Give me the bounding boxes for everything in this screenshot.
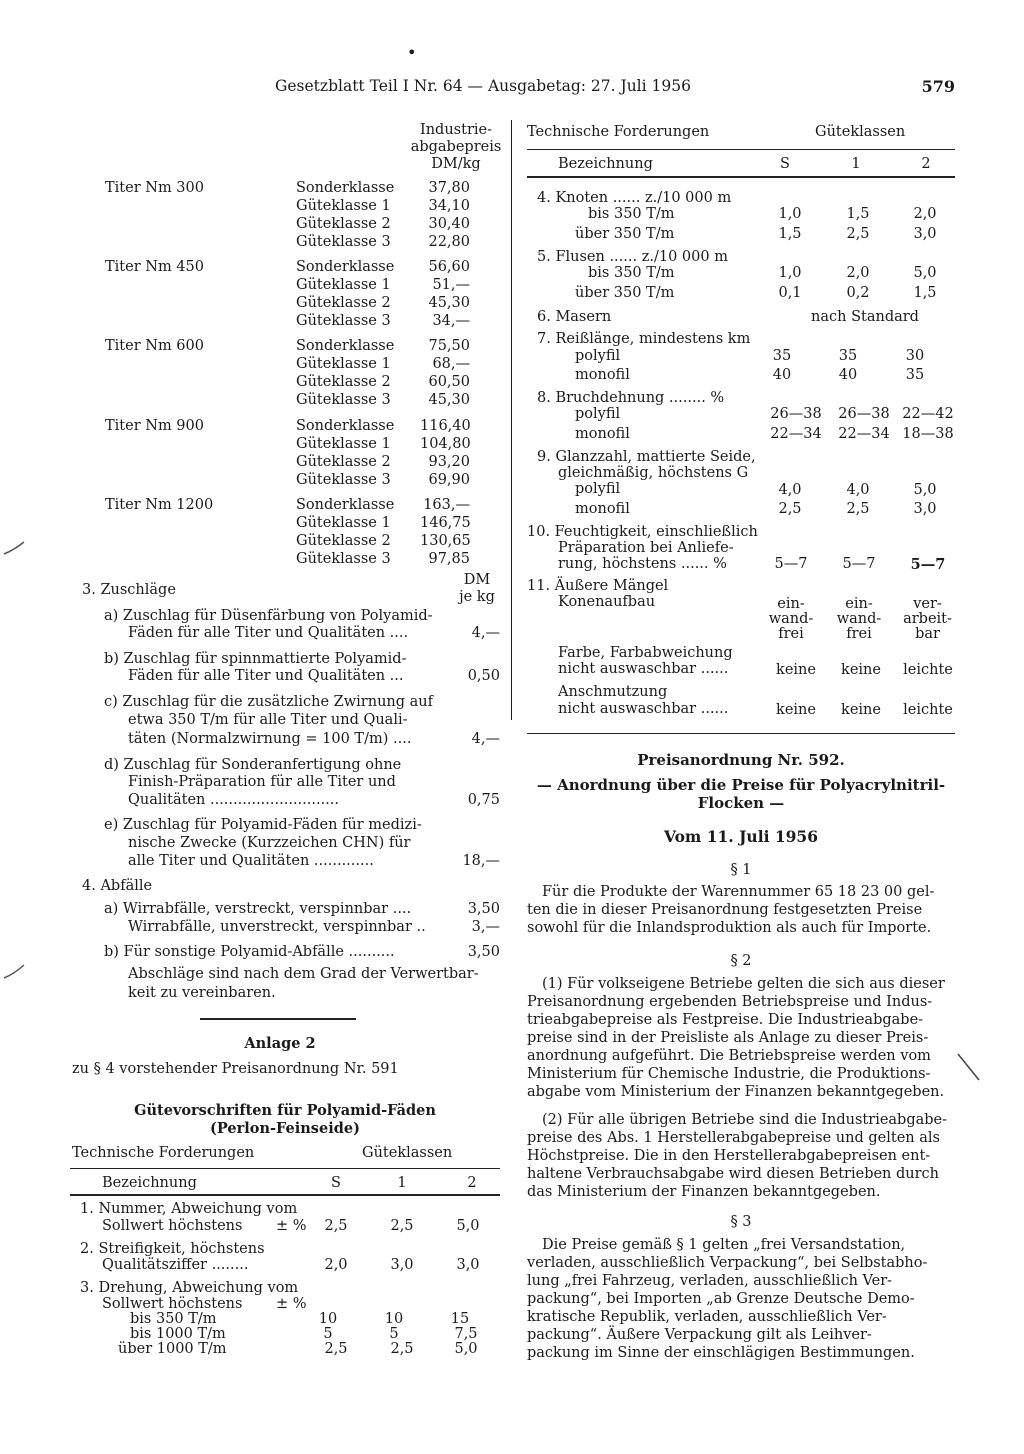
klasse-label: Güteklasse 3	[296, 472, 391, 488]
table-header-gueteklassen: Güteklassen	[815, 124, 906, 140]
table-row-label: 4. Knoten ...... z./10 000 m	[537, 190, 732, 206]
table-cell: 10	[318, 1311, 338, 1327]
table-cell: 26—38	[838, 406, 890, 422]
table-row-label: bis 1000 T/m	[130, 1326, 226, 1342]
table-cell: 5,0	[456, 1218, 480, 1234]
price-column-header	[408, 122, 504, 173]
anlage-heading: (Perlon-Feinseide)	[210, 1120, 360, 1137]
paragraph-line: sowohl für die Inlandsproduktion als auch für Importe.	[527, 920, 932, 936]
table-cell: 40	[772, 367, 792, 383]
table-rule	[527, 733, 955, 734]
table-cell: 5,0	[454, 1341, 478, 1357]
paragraph-line: lung „frei Fahrzeug, verladen, ausschließlich Ver-	[527, 1273, 893, 1289]
preisanordnung-subtitle: Flocken —	[697, 794, 785, 812]
table-cell: leichte	[903, 702, 953, 718]
klasse-label: Sonderklasse	[296, 338, 395, 354]
table-rule	[527, 149, 955, 150]
anlage-heading: Gütevorschriften für Polyamid-Fäden	[134, 1102, 436, 1119]
zuschlag-c-value: 4,—	[471, 731, 500, 747]
table-row-label: 10. Feuchtigkeit, einschließlich	[527, 524, 758, 540]
top-dot: •	[407, 43, 417, 62]
preisanordnung-date: Vom 11. Juli 1956	[663, 827, 819, 846]
table-row-label: 8. Bruchdehnung ........ %	[537, 390, 725, 406]
klasse-label: Sonderklasse	[296, 497, 395, 513]
table-header-gueteklassen: Güteklassen	[362, 1145, 453, 1161]
table-row-label: über 350 T/m	[575, 285, 675, 301]
zuschlag-b-value: 0,50	[467, 668, 500, 684]
klasse-label: Sonderklasse	[296, 418, 395, 434]
anlage-reference: zu § 4 vorstehender Preisanordnung Nr. 591	[72, 1061, 399, 1077]
table-row-label: monofil	[575, 501, 630, 517]
zuschlag-b-line: b) Zuschlag für spinnmattierte Polyamid-	[104, 651, 407, 667]
table-cell: 7,5	[454, 1326, 478, 1342]
table-row-label: Sollwert höchstens	[102, 1296, 243, 1312]
table-cell: 18—38	[902, 426, 954, 442]
table-cell: nach Standard	[811, 309, 919, 325]
table-cell: 35	[905, 367, 925, 383]
zuschlag-d-line: d) Zuschlag für Sonderanfertigung ohne	[104, 757, 402, 773]
klasse-label: Güteklasse 3	[296, 234, 391, 250]
table-cell: ein-	[845, 596, 873, 612]
zuschlag-c-line: etwa 350 T/m für alle Titer und Quali-	[128, 712, 408, 728]
table-cell: keine	[776, 702, 816, 718]
table-row-label: monofil	[575, 426, 630, 442]
price-value: 45,30	[428, 392, 470, 408]
table-row-label: gleichmäßig, höchstens G	[558, 465, 749, 481]
paragraph-line: preise sind in der Preisliste als Anlage zu dieser Preis-	[527, 1030, 929, 1046]
table-cell: frei	[846, 626, 872, 642]
table-cell: 5,0	[913, 265, 937, 281]
paragraph-line: verladen, ausschließlich Verpackung“, bei Selbstabho-	[527, 1255, 928, 1271]
klasse-label: Güteklasse 1	[296, 515, 391, 531]
table-row-label: Qualitätsziffer ........	[102, 1257, 249, 1273]
table-cell: ver-	[913, 596, 942, 612]
pen-mark	[0, 962, 30, 982]
paragraph-number: § 3	[730, 1214, 752, 1230]
table-row-label: Konenaufbau	[558, 594, 656, 610]
table-cell: 2,5	[390, 1218, 414, 1234]
zuschlag-b-line: Fäden für alle Titer und Qualitäten ...	[128, 668, 404, 684]
table-cell: frei	[778, 626, 804, 642]
table-cell: 1,0	[778, 265, 802, 281]
abfaelle-heading: 4. Abfälle	[82, 878, 153, 894]
table-cell: 3,0	[456, 1257, 480, 1273]
col-bezeichnung: Bezeichnung	[102, 1175, 197, 1191]
anlage-rule	[200, 1018, 356, 1020]
table-cell: 5,0	[913, 482, 937, 498]
paragraph-number: § 1	[730, 862, 752, 878]
paragraph-line: haltene Verbrauchsabgabe wird diesen Betrieben durch	[527, 1166, 940, 1182]
price-value: 68,—	[432, 356, 470, 372]
table-cell: 3,0	[390, 1257, 414, 1273]
price-header-line: Industrie-	[419, 122, 492, 138]
unit-dm: DM	[463, 572, 491, 588]
col-2: 2	[921, 156, 931, 172]
zuschlag-d-line: Finish-Präparation für alle Titer und	[128, 774, 396, 790]
table-cell: leichte	[903, 662, 953, 678]
price-value: 34,10	[428, 198, 470, 214]
table-cell: wand-	[768, 611, 814, 627]
table-header-technische-forderungen: Technische Forderungen	[527, 124, 710, 140]
abfall-line: b) Für sonstige Polyamid-Abfälle ..........	[104, 944, 395, 960]
table-cell: 5—7	[842, 556, 876, 572]
paragraph-line: Ministerium für Chemische Industrie, die Produktions-	[527, 1066, 931, 1082]
table-row-label: polyfil	[575, 406, 621, 422]
table-cell: 1,5	[913, 285, 937, 301]
paragraph-line: packung“, bei Importen „ab Grenze Deutsche Demo-	[527, 1291, 915, 1307]
zuschlag-d-line: Qualitäten ............................	[128, 792, 340, 808]
price-value: 60,50	[428, 374, 470, 390]
price-value: 116,40	[420, 418, 471, 434]
zuschlag-e-line: nische Zwecke (Kurzzeichen CHN) für	[128, 835, 411, 851]
klasse-label: Güteklasse 2	[296, 374, 391, 390]
abfall-value: 3,50	[467, 944, 500, 960]
col-s: S	[331, 1175, 341, 1191]
paragraph-line: Preisanordnung ergebenden Betriebspreise und Indus-	[527, 994, 933, 1010]
price-header-line: abgabepreis	[410, 139, 502, 155]
table-row-unit: ± %	[276, 1218, 307, 1234]
klasse-label: Güteklasse 3	[296, 313, 391, 329]
table-row-label: 1. Nummer, Abweichung vom	[80, 1201, 298, 1217]
paragraph-line: Die Preise gemäß § 1 gelten „frei Versandstation,	[542, 1237, 906, 1253]
table-row-label: Sollwert höchstens	[102, 1218, 243, 1234]
table-row-label: Präparation bei Anliefe-	[558, 540, 734, 556]
pen-mark	[955, 1052, 985, 1084]
abfall-value: 3,50	[467, 901, 500, 917]
klasse-label: Güteklasse 2	[296, 216, 391, 232]
table-cell: bar	[915, 626, 940, 642]
abfall-line: a) Wirrabfälle, verstreckt, verspinnbar ....	[104, 901, 412, 917]
col-s: S	[780, 156, 790, 172]
paragraph-line: abgabe vom Ministerium der Finanzen bekanntgegeben.	[527, 1084, 945, 1100]
table-cell: 22—42	[902, 406, 954, 422]
price-value: 75,50	[428, 338, 470, 354]
paragraph-line: anordnung aufgeführt. Die Betriebspreise werden vom	[527, 1048, 931, 1064]
zuschlag-a-value: 4,—	[471, 625, 500, 641]
price-value: 69,90	[428, 472, 470, 488]
table-row-label: nicht auswaschbar ......	[558, 661, 729, 677]
paragraph-line: packung“. Äußere Verpackung gilt als Leihver-	[527, 1327, 872, 1343]
zuschlag-d-value: 0,75	[467, 792, 500, 808]
price-value: 146,75	[420, 515, 471, 531]
klasse-label: Güteklasse 1	[296, 198, 391, 214]
table-cell: keine	[841, 702, 881, 718]
paragraph-line: das Ministerium der Finanzen bekanntgegeben.	[527, 1184, 881, 1200]
col-2: 2	[467, 1175, 477, 1191]
price-value: 51,—	[432, 277, 470, 293]
price-value: 130,65	[420, 533, 471, 549]
table-cell: 2,5	[846, 226, 870, 242]
header-text: Gesetzblatt Teil I Nr. 64 — Ausgabetag: 27. Juli 1956	[275, 77, 691, 95]
abfall-line: Abschläge sind nach dem Grad der Verwertbar-	[128, 966, 479, 982]
paragraph-line: Höchstpreise. Die in den Herstellerabgabepreisen ent-	[527, 1148, 931, 1164]
paragraph-line: (1) Für volkseigene Betriebe gelten die sich aus dieser	[542, 976, 945, 992]
table-row-label: 9. Glanzzahl, mattierte Seide,	[537, 449, 756, 465]
table-rule	[70, 1194, 500, 1196]
table-cell: 2,5	[324, 1341, 348, 1357]
col-bezeichnung: Bezeichnung	[558, 156, 653, 172]
table-row-label: bis 350 T/m	[588, 265, 675, 281]
table-cell: 35	[838, 348, 858, 364]
page-header	[275, 78, 955, 95]
abfall-line: Wirrabfälle, unverstreckt, verspinnbar ..	[128, 919, 426, 935]
paragraph-line: Für die Produkte der Warennummer 65 18 23 00 gel-	[542, 884, 935, 900]
zuschlag-e-line: e) Zuschlag für Polyamid-Fäden für medizi-	[104, 817, 422, 833]
table-row-label: nicht auswaschbar ......	[558, 701, 729, 717]
table-row-label: 7. Reißlänge, mindestens km	[537, 331, 751, 347]
table-cell: 30	[905, 348, 925, 364]
table-header-technische-forderungen: Technische Forderungen	[72, 1145, 255, 1161]
price-value: 97,85	[428, 551, 470, 567]
price-value: 30,40	[428, 216, 470, 232]
table-row-label: 3. Drehung, Abweichung vom	[80, 1280, 299, 1296]
table-cell: 2,0	[324, 1257, 348, 1273]
paragraph-line: trieabgabepreise als Festpreise. Die Industrieabgabe-	[527, 1012, 924, 1028]
paragraph-line: kratische Republik, verladen, ausschließlich Ver-	[527, 1309, 887, 1325]
table-cell: 2,5	[324, 1218, 348, 1234]
price-value: 34,—	[432, 313, 470, 329]
table-row-label: 11. Äußere Mängel	[527, 578, 669, 594]
titer-label: Titer Nm 450	[105, 259, 204, 275]
table-row-label: 5. Flusen ...... z./10 000 m	[537, 249, 728, 265]
table-cell: 10	[384, 1311, 404, 1327]
zuschlag-c-line: c) Zuschlag für die zusätzliche Zwirnung auf	[104, 694, 433, 710]
klasse-label: Güteklasse 3	[296, 551, 391, 567]
table-cell: ein-	[777, 596, 805, 612]
table-row-label: polyfil	[575, 348, 621, 364]
table-row-label: Farbe, Farbabweichung	[558, 645, 733, 661]
table-cell: keine	[841, 662, 881, 678]
zuschlaege-heading: 3. Zuschläge	[82, 582, 176, 598]
price-value: 22,80	[428, 234, 470, 250]
table-rule	[70, 1168, 500, 1169]
table-row-label: über 350 T/m	[575, 226, 675, 242]
paragraph-line: ten die in dieser Preisanordnung festgesetzten Preise	[527, 902, 923, 918]
page-number: 579	[921, 77, 955, 96]
zuschlag-a-line: Fäden für alle Titer und Qualitäten ....	[128, 625, 409, 641]
table-row-unit: ± %	[276, 1296, 307, 1312]
titer-label: Titer Nm 600	[105, 338, 204, 354]
titer-label: Titer Nm 1200	[105, 497, 214, 513]
table-cell: 35	[772, 348, 792, 364]
table-cell: 0,2	[846, 285, 870, 301]
table-cell: 3,0	[913, 501, 937, 517]
pen-mark	[0, 540, 30, 560]
table-row-label: bis 350 T/m	[130, 1311, 217, 1327]
zuschlag-e-value: 18,—	[462, 853, 500, 869]
paragraph-number: § 2	[730, 953, 752, 969]
klasse-label: Güteklasse 1	[296, 277, 391, 293]
table-rule	[527, 176, 955, 178]
zuschlag-a-line: a) Zuschlag für Düsenfärbung von Polyamid-	[104, 608, 433, 624]
table-cell: 40	[838, 367, 858, 383]
column-divider	[511, 120, 512, 720]
klasse-label: Sonderklasse	[296, 180, 395, 196]
zuschlag-e-line: alle Titer und Qualitäten .............	[128, 853, 374, 869]
table-row-label: bis 350 T/m	[588, 206, 675, 222]
klasse-label: Güteklasse 2	[296, 533, 391, 549]
table-cell: 1,0	[778, 206, 802, 222]
table-cell: keine	[776, 662, 816, 678]
anlage-title: Anlage 2	[244, 1035, 316, 1052]
table-cell: 15	[450, 1311, 470, 1327]
klasse-label: Güteklasse 1	[296, 436, 391, 452]
price-value: 104,80	[420, 436, 471, 452]
zuschlag-c-line: täten (Normalzwirnung = 100 T/m) ....	[128, 731, 412, 747]
table-row-label: polyfil	[575, 481, 621, 497]
table-cell: 4,0	[778, 482, 802, 498]
titer-label: Titer Nm 900	[105, 418, 204, 434]
price-value: 56,60	[428, 259, 470, 275]
table-cell: 2,0	[913, 206, 937, 222]
table-cell: 2,5	[390, 1341, 414, 1357]
klasse-label: Güteklasse 2	[296, 295, 391, 311]
table-cell: 4,0	[846, 482, 870, 498]
paragraph-line: preise des Abs. 1 Herstellerabgabepreise und gelten als	[527, 1130, 940, 1146]
table-cell: wand-	[836, 611, 882, 627]
table-row-label: 2. Streifigkeit, höchstens	[80, 1241, 265, 1257]
table-cell: 5—7	[910, 556, 946, 573]
preisanordnung-title: Preisanordnung Nr. 592.	[637, 751, 845, 769]
table-cell: 5	[323, 1326, 333, 1342]
klasse-label: Güteklasse 1	[296, 356, 391, 372]
table-row-label: 6. Masern	[537, 309, 612, 325]
table-row-label: über 1000 T/m	[118, 1341, 227, 1357]
klasse-label: Sonderklasse	[296, 259, 395, 275]
table-cell: 1,5	[846, 206, 870, 222]
price-value: 93,20	[428, 454, 470, 470]
paragraph-line: packung im Sinne der einschlägigen Bestimmungen.	[527, 1345, 915, 1361]
table-row-label: rung, höchstens ...... %	[558, 556, 727, 572]
price-value: 163,—	[423, 497, 470, 513]
unit-je-kg: je kg	[459, 589, 495, 605]
table-cell: arbeit-	[903, 611, 952, 627]
preisanordnung-subtitle: — Anordnung über die Preise für Polyacrylnitril-	[536, 776, 946, 794]
price-value: 37,80	[428, 180, 470, 196]
table-cell: 0,1	[778, 285, 802, 301]
table-row-label: monofil	[575, 367, 630, 383]
abfall-line: keit zu vereinbaren.	[128, 985, 276, 1001]
col-1: 1	[397, 1175, 407, 1191]
table-row-label: Anschmutzung	[558, 684, 668, 700]
table-cell: 2,5	[778, 501, 802, 517]
table-cell: 26—38	[770, 406, 822, 422]
table-cell: 5—7	[774, 556, 808, 572]
price-value: 45,30	[428, 295, 470, 311]
table-cell: 3,0	[913, 226, 937, 242]
table-cell: 5	[389, 1326, 399, 1342]
klasse-label: Güteklasse 3	[296, 392, 391, 408]
table-cell: 2,0	[846, 265, 870, 281]
titer-label: Titer Nm 300	[105, 180, 204, 196]
table-cell: 22—34	[838, 426, 890, 442]
col-1: 1	[851, 156, 861, 172]
table-cell: 1,5	[778, 226, 802, 242]
price-header-line: DM/kg	[431, 156, 481, 172]
table-cell: 22—34	[770, 426, 822, 442]
klasse-label: Güteklasse 2	[296, 454, 391, 470]
paragraph-line: (2) Für alle übrigen Betriebe sind die Industrieabgabe-	[542, 1112, 948, 1128]
table-cell: 2,5	[846, 501, 870, 517]
abfall-value: 3,—	[471, 919, 500, 935]
